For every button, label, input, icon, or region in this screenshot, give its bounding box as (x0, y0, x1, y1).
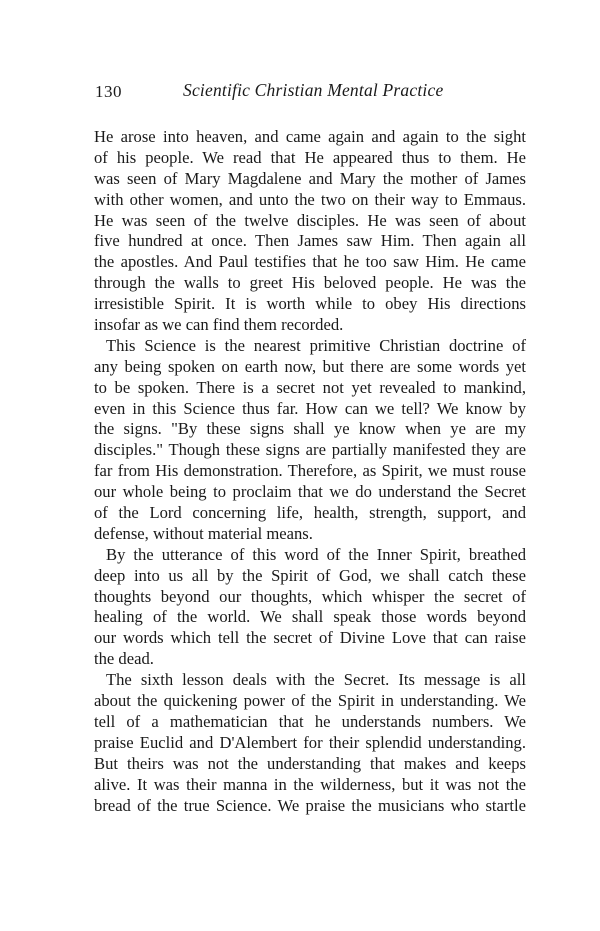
paragraph (94, 545, 526, 670)
text-line: The sixth lesson deals with the Secret. Its message is all (106, 670, 526, 690)
text-line: By the utterance of this word of the Inner Spirit, breathed (106, 544, 526, 564)
text-line: But theirs was not the understanding that makes and keeps (94, 753, 526, 773)
text-line: even in this Science thus far. How can we tell? We know by (94, 398, 526, 418)
body-text (94, 127, 526, 816)
text-line: alive. It was their manna in the wilderness, but it was not the (94, 774, 526, 794)
paragraph (94, 336, 526, 545)
text-line: bread of the true Science. We praise the musicians who startle (94, 795, 526, 815)
text-line: far from His demonstration. Therefore, as Spirit, we must rouse (94, 461, 526, 481)
running-title: Scientific Christian Mental Practice (183, 80, 444, 100)
text-line: to be spoken. There is a secret not yet revealed to mankind, (94, 377, 526, 397)
text-line: tell of a mathematician that he understands numbers. We (94, 711, 526, 731)
text-line: the apostles. And Paul testifies that he too saw Him. He came (94, 252, 526, 272)
text-line: our words which tell the secret of Divine Love that can raise (94, 628, 526, 648)
text-line: irresistible Spirit. It is worth while to obey His directions (94, 294, 526, 314)
text-line: of the Lord concerning life, health, strength, support, and (94, 503, 526, 523)
text-line: about the quickening power of the Spirit in understanding. We (94, 691, 526, 711)
text-line: deep into us all by the Spirit of God, we shall catch these (94, 565, 526, 585)
page-number: 130 (95, 82, 122, 101)
paragraph (94, 127, 526, 336)
text-line: five hundred at once. Then James saw Him. Then again all (94, 231, 526, 251)
text-line: of his people. We read that He appeared thus to them. He (94, 147, 526, 167)
text-line: He arose into heaven, and came again and again to the sight (94, 127, 526, 146)
text-line: our whole being to proclaim that we do understand the Secret (94, 482, 526, 502)
text-line: He was seen of the twelve disciples. He was seen of about (94, 210, 526, 230)
text-line: insofar as we can find them recorded. (94, 315, 344, 335)
text-line: defense, without material means. (94, 523, 313, 543)
text-line: disciples." Though these signs are partially manifested they are (94, 440, 526, 460)
text-line: was seen of Mary Magdalene and Mary the mother of James (94, 168, 526, 188)
paragraph (94, 670, 526, 816)
text-line: healing of the world. We shall speak those words beyond (94, 607, 526, 627)
text-line: praise Euclid and D'Alembert for their splendid understanding. (94, 732, 526, 752)
text-line: the signs. "By these signs shall ye know when ye are my (94, 419, 526, 439)
text-line: the dead. (94, 649, 154, 669)
text-line: through the walls to greet His beloved people. He was the (94, 273, 526, 293)
text-line: any being spoken on earth now, but there are some words yet (94, 356, 526, 376)
page-header (95, 82, 515, 106)
text-line: thoughts beyond our thoughts, which whisper the secret of (94, 586, 526, 606)
text-line: with other women, and unto the two on their way to Emmaus. (94, 189, 526, 209)
text-line: This Science is the nearest primitive Christian doctrine of (106, 335, 526, 355)
